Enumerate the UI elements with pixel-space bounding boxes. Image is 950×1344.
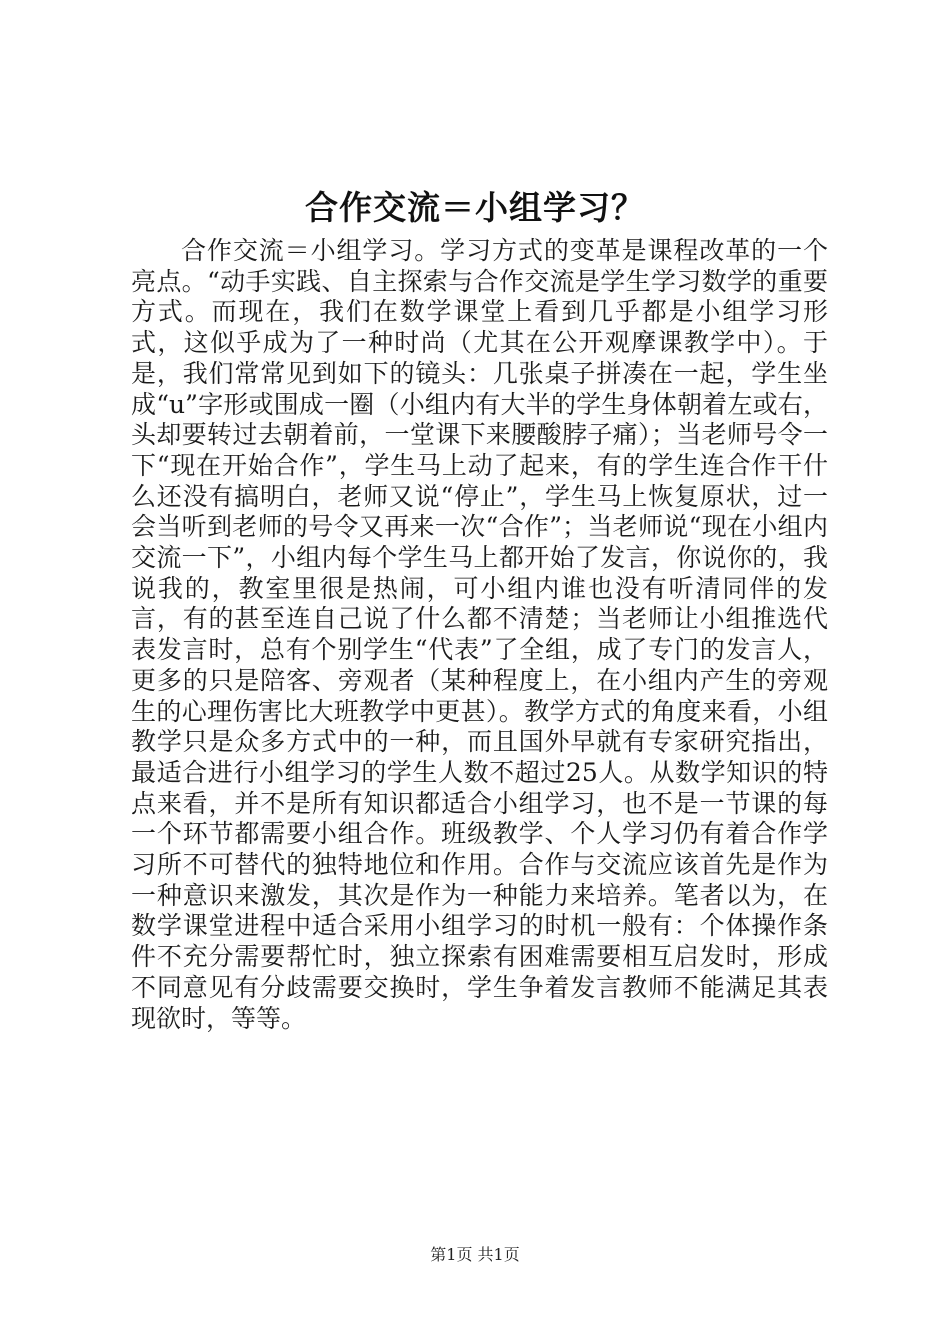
document-title: 合作交流＝小组学习？ (305, 188, 645, 227)
page-number-footer: 第1页 共1页 (430, 1245, 520, 1264)
document-body-paragraph: 合作交流＝小组学习。学习方式的变革是课程改革的一个亮点。“动手实践、自主探索与合作交流是学生学习数学的重要方式。而现在，我们在数学课堂上看到几乎都是小组学习形式，这似乎成为了一种时尚（尤其在公开观摩课教学中）。于是，我们常常见到如下的镜头：几张桌子拼凑在一起，学生坐成“u”字形或围成一圈（小组内有大半的学生身体朝着左或右，头却要转过去朝着前，一堂课下来腰酸脖子痛）；当老师号令一下“现在开始合作”，学生马上动了起来，有的学生连合作干什么还没有搞明白，老师又说“停止”，学生马上恢复原状，过一会当听到老师的号令又再来一次“合作”；当老师说“现在小组内交流一下”，小组内每个学生马上都开始了发言，你说你的，我说我的，教室里很是热闹，可小组内谁也没有听清同伴的发言，有的甚至连自己说了什么都不清楚；当老师让小组推选代表发言时，总有个别学生“代表”了全组，成了专门的发言人，更多的只是陪客、旁观者（某种程度上，在小组内产生的旁观生的心理伤害比大班教学中更甚）。教学方式的角度来看，小组教学只是众多方式中的一种，而且国外早就有专家研究指出，最适合进行小组学习的学生人数不超过25人。从数学知识的特点来看，并不是所有知识都适合小组学习，也不是一节课的每一个环节都需要小组合作。班级教学、个人学习仍有着合作学习所不可替代的独特地位和作用。合作与交流应该首先是作为一种意识来激发，其次是作为一种能力来培养。笔者以为，在数学课堂进程中适合采用小组学习的时机一般有：个体操作条件不充分需要帮忙时，独立探索有困难需要相互启发时，形成不同意见有分歧需要交换时，学生争着发言教师不能满足其表现欲时，等等。 (131, 236, 828, 1033)
